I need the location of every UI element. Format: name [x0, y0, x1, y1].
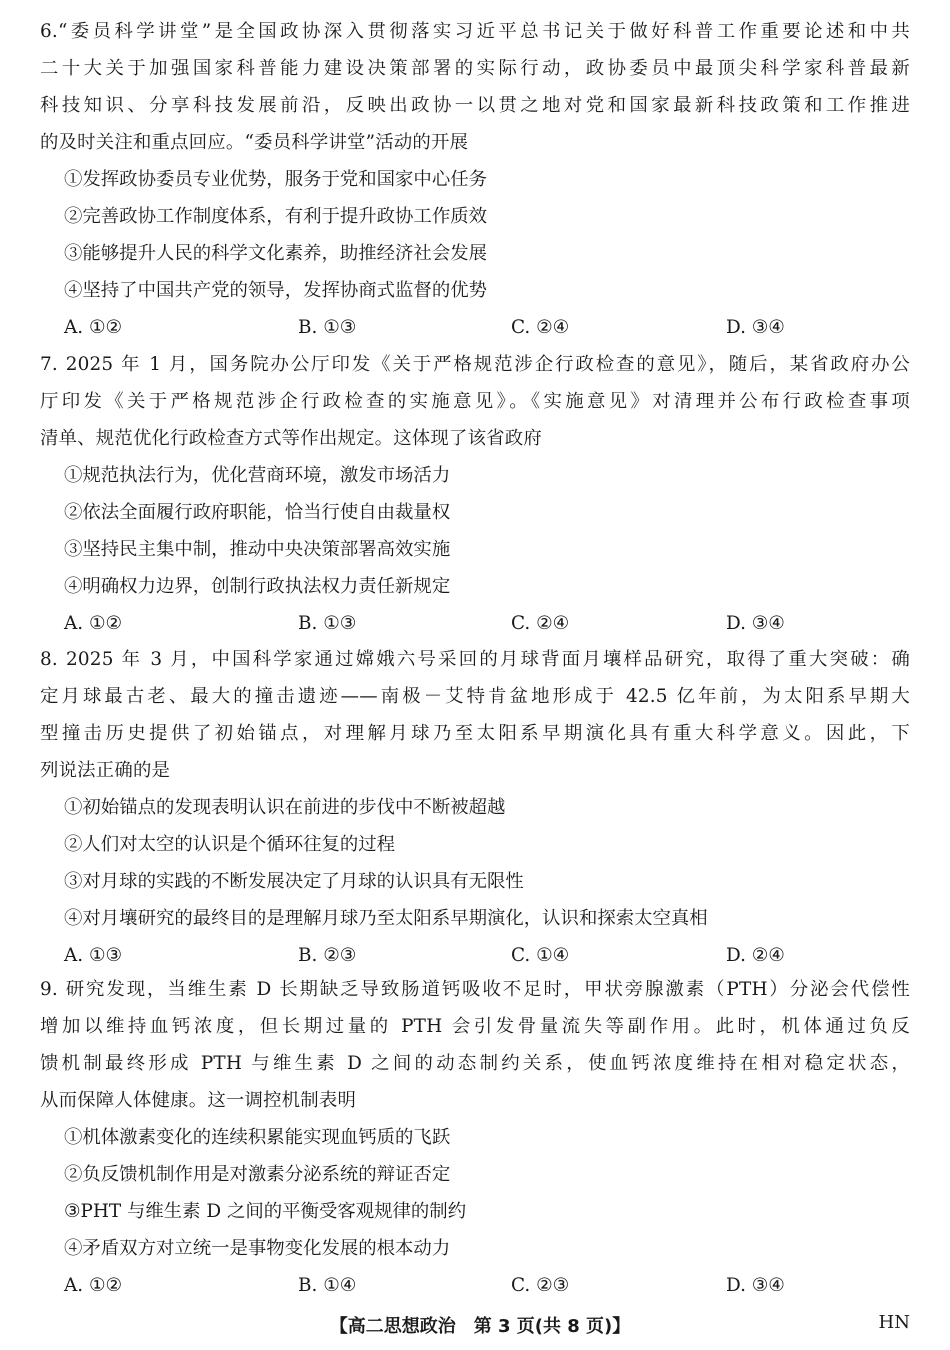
stem-line: 8. 2025 年 3 月，中国科学家通过嫦娥六号采回的月球背面月壤样品研究，取得了重大突破：确: [40, 649, 910, 670]
choice-a[interactable]: A. ①②: [64, 613, 122, 634]
statement-option: ④坚持了中国共产党的领导，发挥协商式监督的优势: [64, 280, 487, 301]
choice-c[interactable]: C. ①④: [511, 945, 570, 966]
stem-line: 增加以维持血钙浓度，但长期过量的 PTH 会引发骨量流失等副作用。此时，机体通过负反: [40, 1016, 910, 1037]
choice-b[interactable]: B. ①③: [298, 317, 357, 338]
stem-line: 馈机制最终形成 PTH 与维生素 D 之间的动态制约关系，使血钙浓度维持在相对稳定状态，: [40, 1053, 910, 1074]
question-8: [40, 641, 910, 974]
stem-line: 厅印发《关于严格规范涉企行政检查的实施意见》。《实施意见》对清理并公布行政检查事项: [40, 391, 910, 412]
choice-b[interactable]: B. ①③: [298, 613, 357, 634]
statement-option: ④明确权力边界，创制行政执法权力责任新规定: [64, 576, 451, 597]
statement-option: ②负反馈机制作用是对激素分泌系统的辩证否定: [64, 1164, 451, 1185]
statement-option: ③能够提升人民的科学文化素养，助推经济社会发展: [64, 243, 487, 264]
question-7: [40, 346, 910, 642]
statement-option: ①发挥政协委员专业优势，服务于党和国家中心任务: [64, 169, 487, 190]
statement-option: ③坚持民主集中制，推动中央决策部署高效实施: [64, 539, 451, 560]
stem-line: 的及时关注和重点回应。“委员科学讲堂”活动的开展: [40, 132, 469, 153]
question-9: [40, 971, 910, 1304]
question-stem: [40, 971, 910, 1119]
statement-option: ②依法全面履行政府职能，恰当行使自由裁量权: [64, 502, 451, 523]
choice-a[interactable]: A. ①②: [64, 1275, 122, 1296]
statement-option: ①机体激素变化的连续积累能实现血钙质的飞跃: [64, 1127, 451, 1148]
choice-c[interactable]: C. ②④: [511, 613, 570, 634]
answer-choices: [40, 937, 910, 974]
question-stem: [40, 346, 910, 457]
stem-line: 型撞击历史提供了初始锚点，对理解月球乃至太阳系早期演化具有重大科学意义。因此，下: [40, 723, 910, 744]
question-6: [40, 13, 910, 346]
stem-line: 9. 研究发现，当维生素 D 长期缺乏导致肠道钙吸收不足时，甲状旁腺激素（PTH）分泌会代偿性: [40, 979, 910, 1000]
statement-option: ①初始锚点的发现表明认识在前进的步伐中不断被超越: [64, 797, 506, 818]
footer-region-code: HN: [878, 1312, 910, 1333]
choice-b[interactable]: B. ②③: [298, 945, 357, 966]
answer-choices: [40, 1267, 910, 1304]
stem-line: 二十大关于加强国家科普能力建设决策部署的实际行动，政协委员中最顶尖科学家科普最新: [40, 58, 910, 79]
statement-option: ①规范执法行为，优化营商环境，激发市场活力: [64, 465, 451, 486]
stem-line: 定月球最古老、最大的撞击遗迹——南极－艾特肯盆地形成于 42.5 亿年前，为太阳系早期大: [40, 686, 910, 707]
choice-d[interactable]: D. ③④: [726, 613, 785, 634]
choice-d[interactable]: D. ③④: [726, 317, 785, 338]
choice-a[interactable]: A. ①③: [64, 945, 122, 966]
stem-line: 6.“委员科学讲堂”是全国政协深入贯彻落实习近平总书记关于做好科普工作重要论述和中共: [40, 21, 910, 42]
choice-c[interactable]: C. ②③: [511, 1275, 570, 1296]
stem-line: 科技知识、分享科技发展前沿，反映出政协一以贯之地对党和国家最新科技政策和工作推进: [40, 95, 910, 116]
answer-choices: [40, 605, 910, 642]
statement-option: ④对月壤研究的最终目的是理解月球乃至太阳系早期演化，认识和探索太空真相: [64, 908, 708, 929]
stem-line: 从而保障人体健康。这一调控机制表明: [40, 1090, 357, 1111]
footer-page-info: 【高二思想政治 第 3 页(共 8 页)】: [329, 1316, 631, 1337]
choice-d[interactable]: D. ②④: [726, 945, 785, 966]
question-stem: [40, 641, 910, 789]
statement-option: ③PHT 与维生素 D 之间的平衡受客观规律的制约: [64, 1201, 467, 1222]
statement-option: ④矛盾双方对立统一是事物变化发展的根本动力: [64, 1238, 451, 1259]
choice-b[interactable]: B. ①④: [298, 1275, 357, 1296]
choice-c[interactable]: C. ②④: [511, 317, 570, 338]
answer-choices: [40, 309, 910, 346]
page-footer: [0, 1312, 950, 1342]
question-stem: [40, 13, 910, 161]
statement-option: ②人们对太空的认识是个循环往复的过程: [64, 834, 396, 855]
stem-line: 7. 2025 年 1 月，国务院办公厅印发《关于严格规范涉企行政检查的意见》，随后，某省政府办公: [40, 354, 910, 375]
choice-a[interactable]: A. ①②: [64, 317, 122, 338]
statement-option: ③对月球的实践的不断发展决定了月球的认识具有无限性: [64, 871, 524, 892]
choice-d[interactable]: D. ③④: [726, 1275, 785, 1296]
statement-option: ②完善政协工作制度体系，有利于提升政协工作质效: [64, 206, 487, 227]
stem-line: 清单、规范优化行政检查方式等作出规定。这体现了该省政府: [40, 428, 542, 449]
stem-line: 列说法正确的是: [40, 760, 171, 781]
